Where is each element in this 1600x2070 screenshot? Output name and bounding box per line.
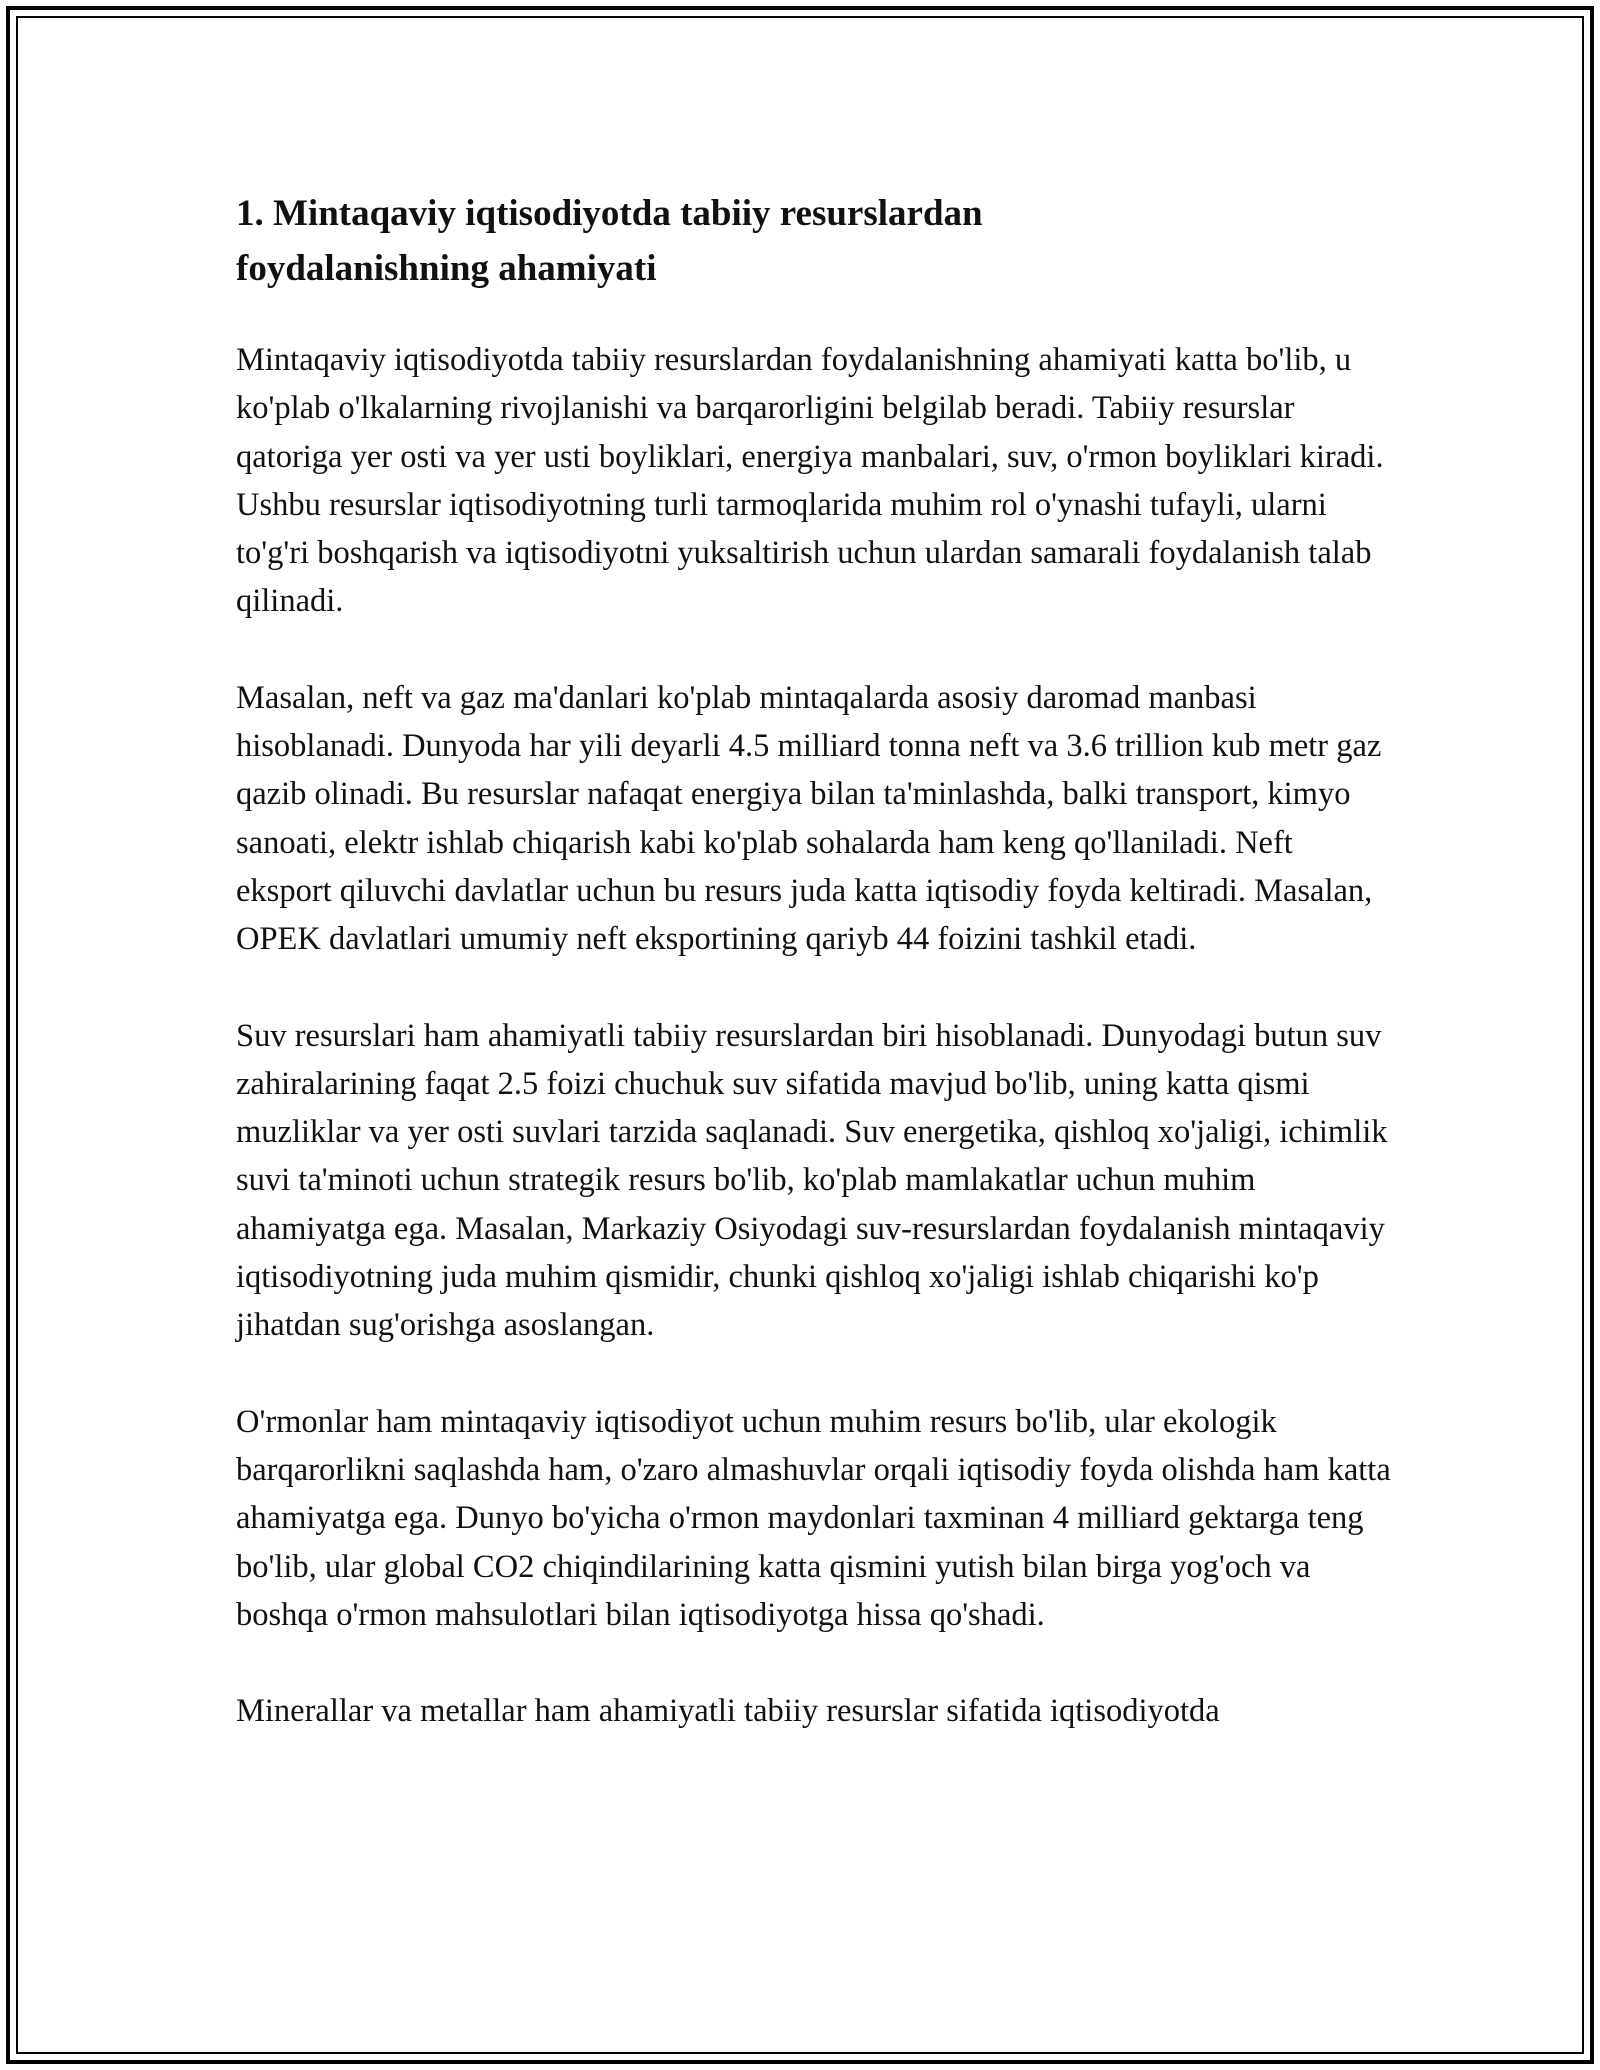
paragraph-minerals: Minerallar va metallar ham ahamiyatli tabiiy resurslar sifatida iqtisodiyotda xyxy=(236,1693,1220,1730)
paragraph-intro: Mintaqaviy iqtisodiyotda tabiiy resurslardan foydalanishning ahamiyati katta bo'lib, u ko'plab o'lkalarning rivojlanishi va barqarorligini belgilab beradi. Tabiiy resurslar qatoriga yer osti va yer usti boyliklari, energiya manbalari, suv, o'rmon boyliklari kiradi. Ushbu resurslar iqtisodiyotning turli tarmoqlarida muhim rol o'ynashi tufayli, ularni to'g'ri boshqarish va iqtisodiyotni yuksaltirish uchun ulardan samarali foydalanish talab qilinadi. xyxy=(236,342,1384,620)
paragraph-oil-gas: Masalan, neft va gaz ma'danlari ko'plab mintaqalarda asosiy daromad manbasi hisoblanadi. Dunyoda har yili deyarli 4.5 milliard tonna neft va 3.6 trillion kub metr gaz qazib olinadi. Bu resurslar nafaqat energiya bilan ta'minlashda, balki transport, kimyo sanoati, elektr ishlab chiqarish kabi ko'plab sohalarda ham keng qo'llaniladi. Neft eksport qiluvchi davlatlar uchun bu resurs juda katta iqtisodiy foyda keltiradi. Masalan, OPEK davlatlari umumiy neft eksportining qariyb 44 foizini tashkil etadi. xyxy=(236,679,1382,958)
section-heading-line-1: 1. Mintaqaviy iqtisodiyotda tabiiy resurslardan xyxy=(236,193,983,234)
paragraph-forests: O'rmonlar ham mintaqaviy iqtisodiyot uchun muhim resurs bo'lib, ular ekologik barqarorlikni saqlashda ham, o'zaro almashuvlar orqali iqtisodiy foyda olishda ham katta ahamiyatga ega. Dunyo bo'yicha o'rmon maydonlari taxminan 4 milliard gektarga teng bo'lib, ular global CO2 chiqindilarining katta qismini yutish bilan birga yog'och va boshqa o'rmon mahsulotlari bilan iqtisodiyotga hissa qo'shadi. xyxy=(236,1403,1391,1633)
paragraph-water: Suv resurslari ham ahamiyatli tabiiy resurslardan biri hisoblanadi. Dunyodagi butun suv zahiralarining faqat 2.5 foizi chuchuk suv sifatida mavjud bo'lib, uning katta qismi muzliklar va yer osti suvlari tarzida saqlanadi. Suv energetika, qishloq xo'jaligi, ichimlik suvi ta'minoti uchun strategik resurs bo'lib, ko'plab mamlakatlar uchun muhim ahamiyatga ega. Masalan, Markaziy Osiyodagi suv-resurslardan foydalanish mintaqaviy iqtisodiyotning juda muhim qismidir, chunki qishloq xo'jaligi ishlab chiqarishi ko'p jihatdan sug'orishga asoslangan. xyxy=(236,1017,1388,1344)
document-body xyxy=(236,186,1396,1783)
section-heading-line-2: foydalanishning ahamiyati xyxy=(236,248,657,289)
section-heading xyxy=(236,186,1396,296)
